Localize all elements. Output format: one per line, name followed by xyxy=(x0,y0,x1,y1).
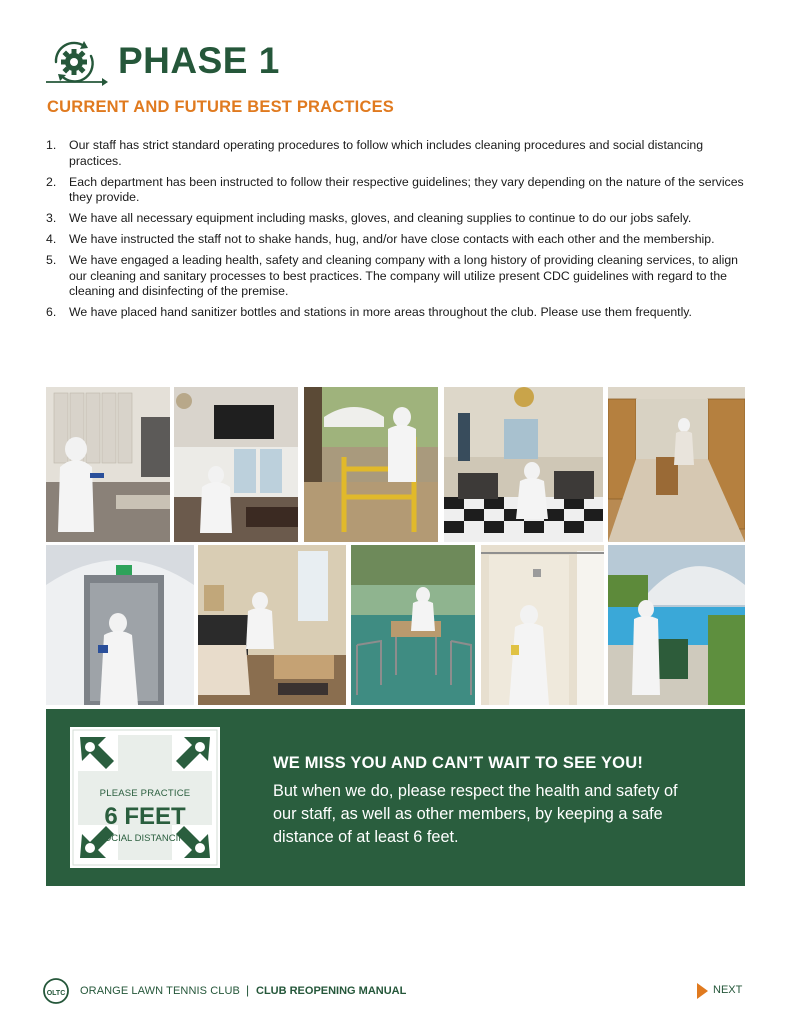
next-link[interactable]: NEXT xyxy=(713,984,743,996)
footer-club-name: ORANGE LAWN TENNIS CLUB xyxy=(80,985,240,997)
distancing-sign xyxy=(70,727,220,868)
list-text: We have placed hand sanitizer bottles and stations in more areas throughout the club. Please use them frequently. xyxy=(69,305,692,319)
footer-manual-name: CLUB REOPENING MANUAL xyxy=(256,985,407,997)
club-logo-text: OLTC xyxy=(46,990,66,997)
list-item xyxy=(46,175,751,206)
club-logo-icon xyxy=(42,978,70,1004)
sign-text-bottom: SOCIAL DISTANCING xyxy=(97,833,193,844)
photo-wood-locker-room xyxy=(608,387,745,542)
photo-pool-sanitizing xyxy=(608,545,745,705)
photo-bubble-door-sanitizing xyxy=(46,545,194,705)
photo-locker-room-sanitizing xyxy=(46,387,170,542)
gear-cycle-icon xyxy=(44,36,108,86)
photo-row-top xyxy=(46,387,745,542)
photo-sitting-room-sanitizing xyxy=(198,545,346,705)
page-title: PHASE 1 xyxy=(118,40,280,81)
photo-row-bottom xyxy=(46,545,745,705)
list-item xyxy=(46,305,751,321)
next-arrow-icon[interactable] xyxy=(697,983,708,999)
list-number: 6. xyxy=(46,305,57,319)
list-item xyxy=(46,253,751,300)
page-header xyxy=(44,36,280,86)
list-item xyxy=(46,211,751,227)
photo-clubroom-sanitizing xyxy=(444,387,603,542)
list-number: 5. xyxy=(46,253,57,267)
sign-text-top: PLEASE PRACTICE xyxy=(99,788,191,799)
section-subtitle: CURRENT AND FUTURE BEST PRACTICES xyxy=(47,98,394,116)
banner-body: But when we do, please respect the health and safety of our staff, as well as other members, by keeping a safe distance of at least 6 feet. xyxy=(273,782,678,846)
list-text: Our staff has strict standard operating procedures to follow which includes cleaning procedures and social distancing practices. xyxy=(69,138,704,168)
banner-heading: WE MISS YOU AND CAN’T WAIT TO SEE YOU! xyxy=(273,754,644,772)
list-text: We have engaged a leading health, safety and cleaning company with a long history of providing cleaning services, to align our cleaning and sanitary processes to best practices. The company will utilize present CDC guidelines with regard to the cleaning and disinfecting of the premise. xyxy=(69,253,739,298)
photo-lounge-sanitizing xyxy=(174,387,298,542)
photo-patio-tables-sanitizing xyxy=(351,545,475,705)
sign-text-distance: 6 FEET xyxy=(104,803,186,830)
photo-playground-sanitizing xyxy=(304,387,438,542)
list-text: We have instructed the staff not to shake hands, hug, and/or have close contacts with each other and the membership. xyxy=(69,232,715,246)
list-number: 2. xyxy=(46,174,57,189)
list-text: We have all necessary equipment including masks, gloves, and cleaning supplies to continue to do our jobs safely. xyxy=(69,211,692,225)
list-item xyxy=(46,232,751,248)
footer-separator: | xyxy=(246,983,250,997)
list-number: 3. xyxy=(46,211,57,225)
list-number: 1. xyxy=(46,138,57,152)
list-number: 4. xyxy=(46,232,57,246)
list-text: Each department has been instructed to follow their respective guidelines; they vary depending on the nature of the services they provide. xyxy=(69,174,744,204)
practices-list xyxy=(46,138,751,326)
list-item xyxy=(46,138,751,169)
photo-shower-sanitizing xyxy=(481,545,604,705)
distancing-banner xyxy=(46,709,745,886)
